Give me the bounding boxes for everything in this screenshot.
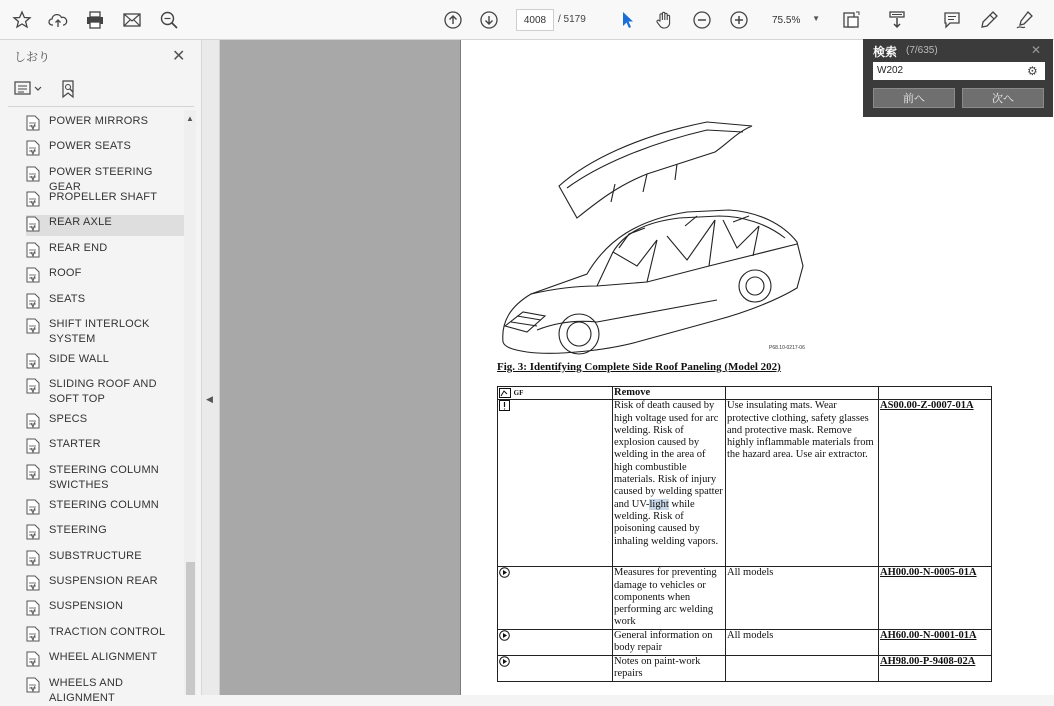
table-cell: Use insulating mats. Wear protective clothing, safety glasses and protective mask. Remove highly inflammable materials from the hazard area. Use air extractor. [726,400,879,567]
table-cell [726,655,879,681]
table-cell [613,400,726,567]
gf-label: GF [513,389,524,397]
bookmark-page-icon [26,600,40,616]
table-cell: All models [726,629,879,655]
chevron-down-icon: ▼ [812,14,820,23]
table-cell [879,629,992,655]
table-cell [726,387,879,400]
bookmark-label: SUBSTRUCTURE [49,550,142,562]
doc-ref-link[interactable]: AS00.00-Z-0007-01A [880,400,974,412]
match-count: (7/635) [906,45,938,56]
bookmark-item[interactable] [26,190,184,207]
table-row [498,629,992,655]
bookmark-label: ROOF [49,267,82,279]
find-title: 検索 [873,45,898,59]
page-number-input[interactable]: 4008 [516,9,554,31]
bookmark-page-icon [26,115,40,131]
bookmark-page-icon [26,413,40,429]
bookmark-item[interactable] [26,574,184,591]
bookmark-label: STARTER [49,438,101,450]
bookmark-page-icon [26,353,40,369]
bookmark-label: TRACTION CONTROL [49,626,166,638]
bookmark-label: REAR END [49,242,108,254]
table-cell: Measures for preventing damage to vehicles or components when performing arc welding work [613,567,726,629]
car-body-illustration [497,116,817,356]
bookmark-item[interactable] [26,625,184,642]
hand-tool-icon[interactable] [652,8,676,32]
next-page-icon[interactable] [477,8,501,32]
gf-doc-icon [499,387,514,398]
bookmark-page-icon [26,140,40,156]
zoom-select[interactable] [764,9,826,31]
pdf-page [460,40,1054,695]
risk-text-a: Risk of death caused by high voltage used for arc welding. Risk of explosion caused by welding in the area of high combustible materials. Risk of injury caused by welding spatter and UV- [614,400,723,510]
find-zoom-icon[interactable] [157,8,181,32]
bookmark-item-selected[interactable] [26,215,184,236]
bookmark-label: STEERING [49,524,107,536]
table-cell [498,387,613,400]
bookmark-page-icon [26,318,40,334]
doc-ref-link[interactable]: AH00.00-N-0005-01A [880,567,977,579]
table-row [498,567,992,629]
bookmark-page-icon [26,677,40,693]
figure-caption: Fig. 3: Identifying Complete Side Roof Paneling (Model 202) [497,361,781,373]
bookmark-label: STEERING COLUMN [49,499,159,511]
zoom-value: 75.5% [772,14,801,26]
table-cell [498,400,613,567]
bookmarks-title: しおり [14,50,51,64]
play-circle-icon [499,659,510,670]
table-header-remove: Remove [613,387,726,400]
table-cell: All models [726,567,879,629]
bookmark-page-icon [26,378,40,394]
zoom-in-icon[interactable] [727,8,751,32]
page-total: / 5179 [558,14,586,25]
table-cell: Notes on paint-work repairs [613,655,726,681]
bookmark-item[interactable] [26,241,184,258]
procedure-table [497,386,992,682]
prev-page-icon[interactable] [441,8,465,32]
bookmark-item[interactable] [26,650,184,667]
scrollbar-thumb[interactable] [186,562,195,695]
panel-collapse-handle[interactable] [202,40,220,695]
bookmark-page-icon [26,575,40,591]
highlight-pen-icon[interactable] [977,8,1001,32]
bookmark-page-icon [26,626,40,642]
bookmark-label: SUSPENSION [49,600,124,612]
upload-cloud-icon[interactable] [46,8,70,32]
bookmark-item[interactable] [26,139,184,156]
scroll-mode-icon[interactable] [885,8,909,32]
bookmark-label: REAR AXLE [49,216,112,228]
bookmark-star-icon[interactable] [10,8,34,32]
play-circle-icon [499,570,510,581]
bookmark-label: STEERING COLUMN SWICTHES [49,464,159,491]
table-cell [879,655,992,681]
bookmark-item[interactable] [26,352,184,369]
bookmark-item[interactable] [26,437,184,454]
toolbar [0,0,1054,40]
bookmark-item[interactable] [26,676,184,706]
bookmark-label: SHIFT INTERLOCK SYSTEM [49,318,150,345]
bookmark-label: WHEEL ALIGNMENT [49,651,158,663]
bookmark-item[interactable] [26,377,184,407]
bookmark-page-icon [26,191,40,207]
bookmark-page-icon [26,267,40,283]
bookmark-page-icon [26,651,40,667]
bookmark-page-icon [26,550,40,566]
bookmark-item[interactable] [26,114,184,131]
bookmark-item[interactable] [26,266,184,283]
bookmark-page-icon [26,216,40,232]
risk-text-b: while welding. Risk of poisoning caused by inhaling welding vapors. [614,498,719,547]
scroll-up-icon[interactable]: ▲ [186,114,194,123]
bookmark-item[interactable] [26,549,184,566]
bookmark-label: SIDE WALL [49,353,110,365]
bookmark-item[interactable] [26,498,184,515]
table-cell [879,400,992,567]
close-icon[interactable]: ✕ [172,48,186,65]
bookmark-label: POWER MIRRORS [49,115,149,127]
table-cell: General information on body repair [613,629,726,655]
select-cursor-icon[interactable] [616,8,640,32]
bookmark-list [0,110,184,704]
bookmark-label: PROPELLER SHAFT [49,191,158,203]
search-input[interactable]: W202 [873,62,1045,80]
gear-icon[interactable]: ⚙ [1027,64,1038,78]
bookmark-item[interactable] [26,317,184,347]
table-cell [879,387,992,400]
bookmark-label: SPECS [49,413,88,425]
warning-icon [499,403,510,414]
bookmark-page-icon [26,499,40,515]
bookmark-item[interactable] [26,292,184,309]
bookmark-label: SEATS [49,293,86,305]
table-cell [879,567,992,629]
doc-ref-link[interactable]: AH60.00-N-0001-01A [880,629,977,641]
search-highlight: light [649,498,669,510]
bookmark-item[interactable] [26,599,184,616]
sign-pen-icon[interactable] [1013,8,1037,32]
bookmark-label: WHEELS AND ALIGNMENT [49,677,124,704]
bookmark-label: SLIDING ROOF AND SOFT TOP [49,378,157,405]
fit-page-icon[interactable] [839,8,863,32]
collapse-left-icon[interactable]: ◀ [206,394,213,404]
bookmark-page-icon [26,242,40,258]
bookmark-label: POWER SEATS [49,140,132,152]
table-cell [498,629,613,655]
bookmark-page-icon [26,293,40,309]
bookmark-page-icon [26,524,40,540]
bookmark-item[interactable] [26,463,184,493]
bookmark-options-icon[interactable] [14,80,44,103]
find-prev-button[interactable]: 前へ [873,88,955,108]
zoom-out-icon[interactable] [690,8,714,32]
table-row [498,655,992,681]
table-cell [498,655,613,681]
mail-icon[interactable] [120,8,144,32]
bookmark-label: POWER STEERING GEAR [49,166,153,193]
bookmark-page-icon [26,166,40,182]
close-icon[interactable]: ✕ [1031,43,1042,57]
find-bookmark-icon[interactable] [60,80,78,103]
find-panel [863,39,1053,117]
bookmark-page-icon [26,464,40,480]
comment-icon[interactable] [940,8,964,32]
bookmark-label: SUSPENSION REAR [49,575,158,587]
bookmark-page-icon [26,438,40,454]
figure-code: P68.10-0217-06 [769,345,805,351]
table-row [498,400,992,567]
bookmark-item[interactable] [26,412,184,429]
bookmark-item[interactable] [26,523,184,540]
find-next-button[interactable]: 次へ [962,88,1044,108]
print-icon[interactable] [83,8,107,32]
doc-ref-link[interactable]: AH98.00-P-9408-02A [880,655,976,667]
play-circle-icon [499,633,510,644]
table-cell [498,567,613,629]
table-header-row [498,387,992,400]
divider [8,106,194,107]
